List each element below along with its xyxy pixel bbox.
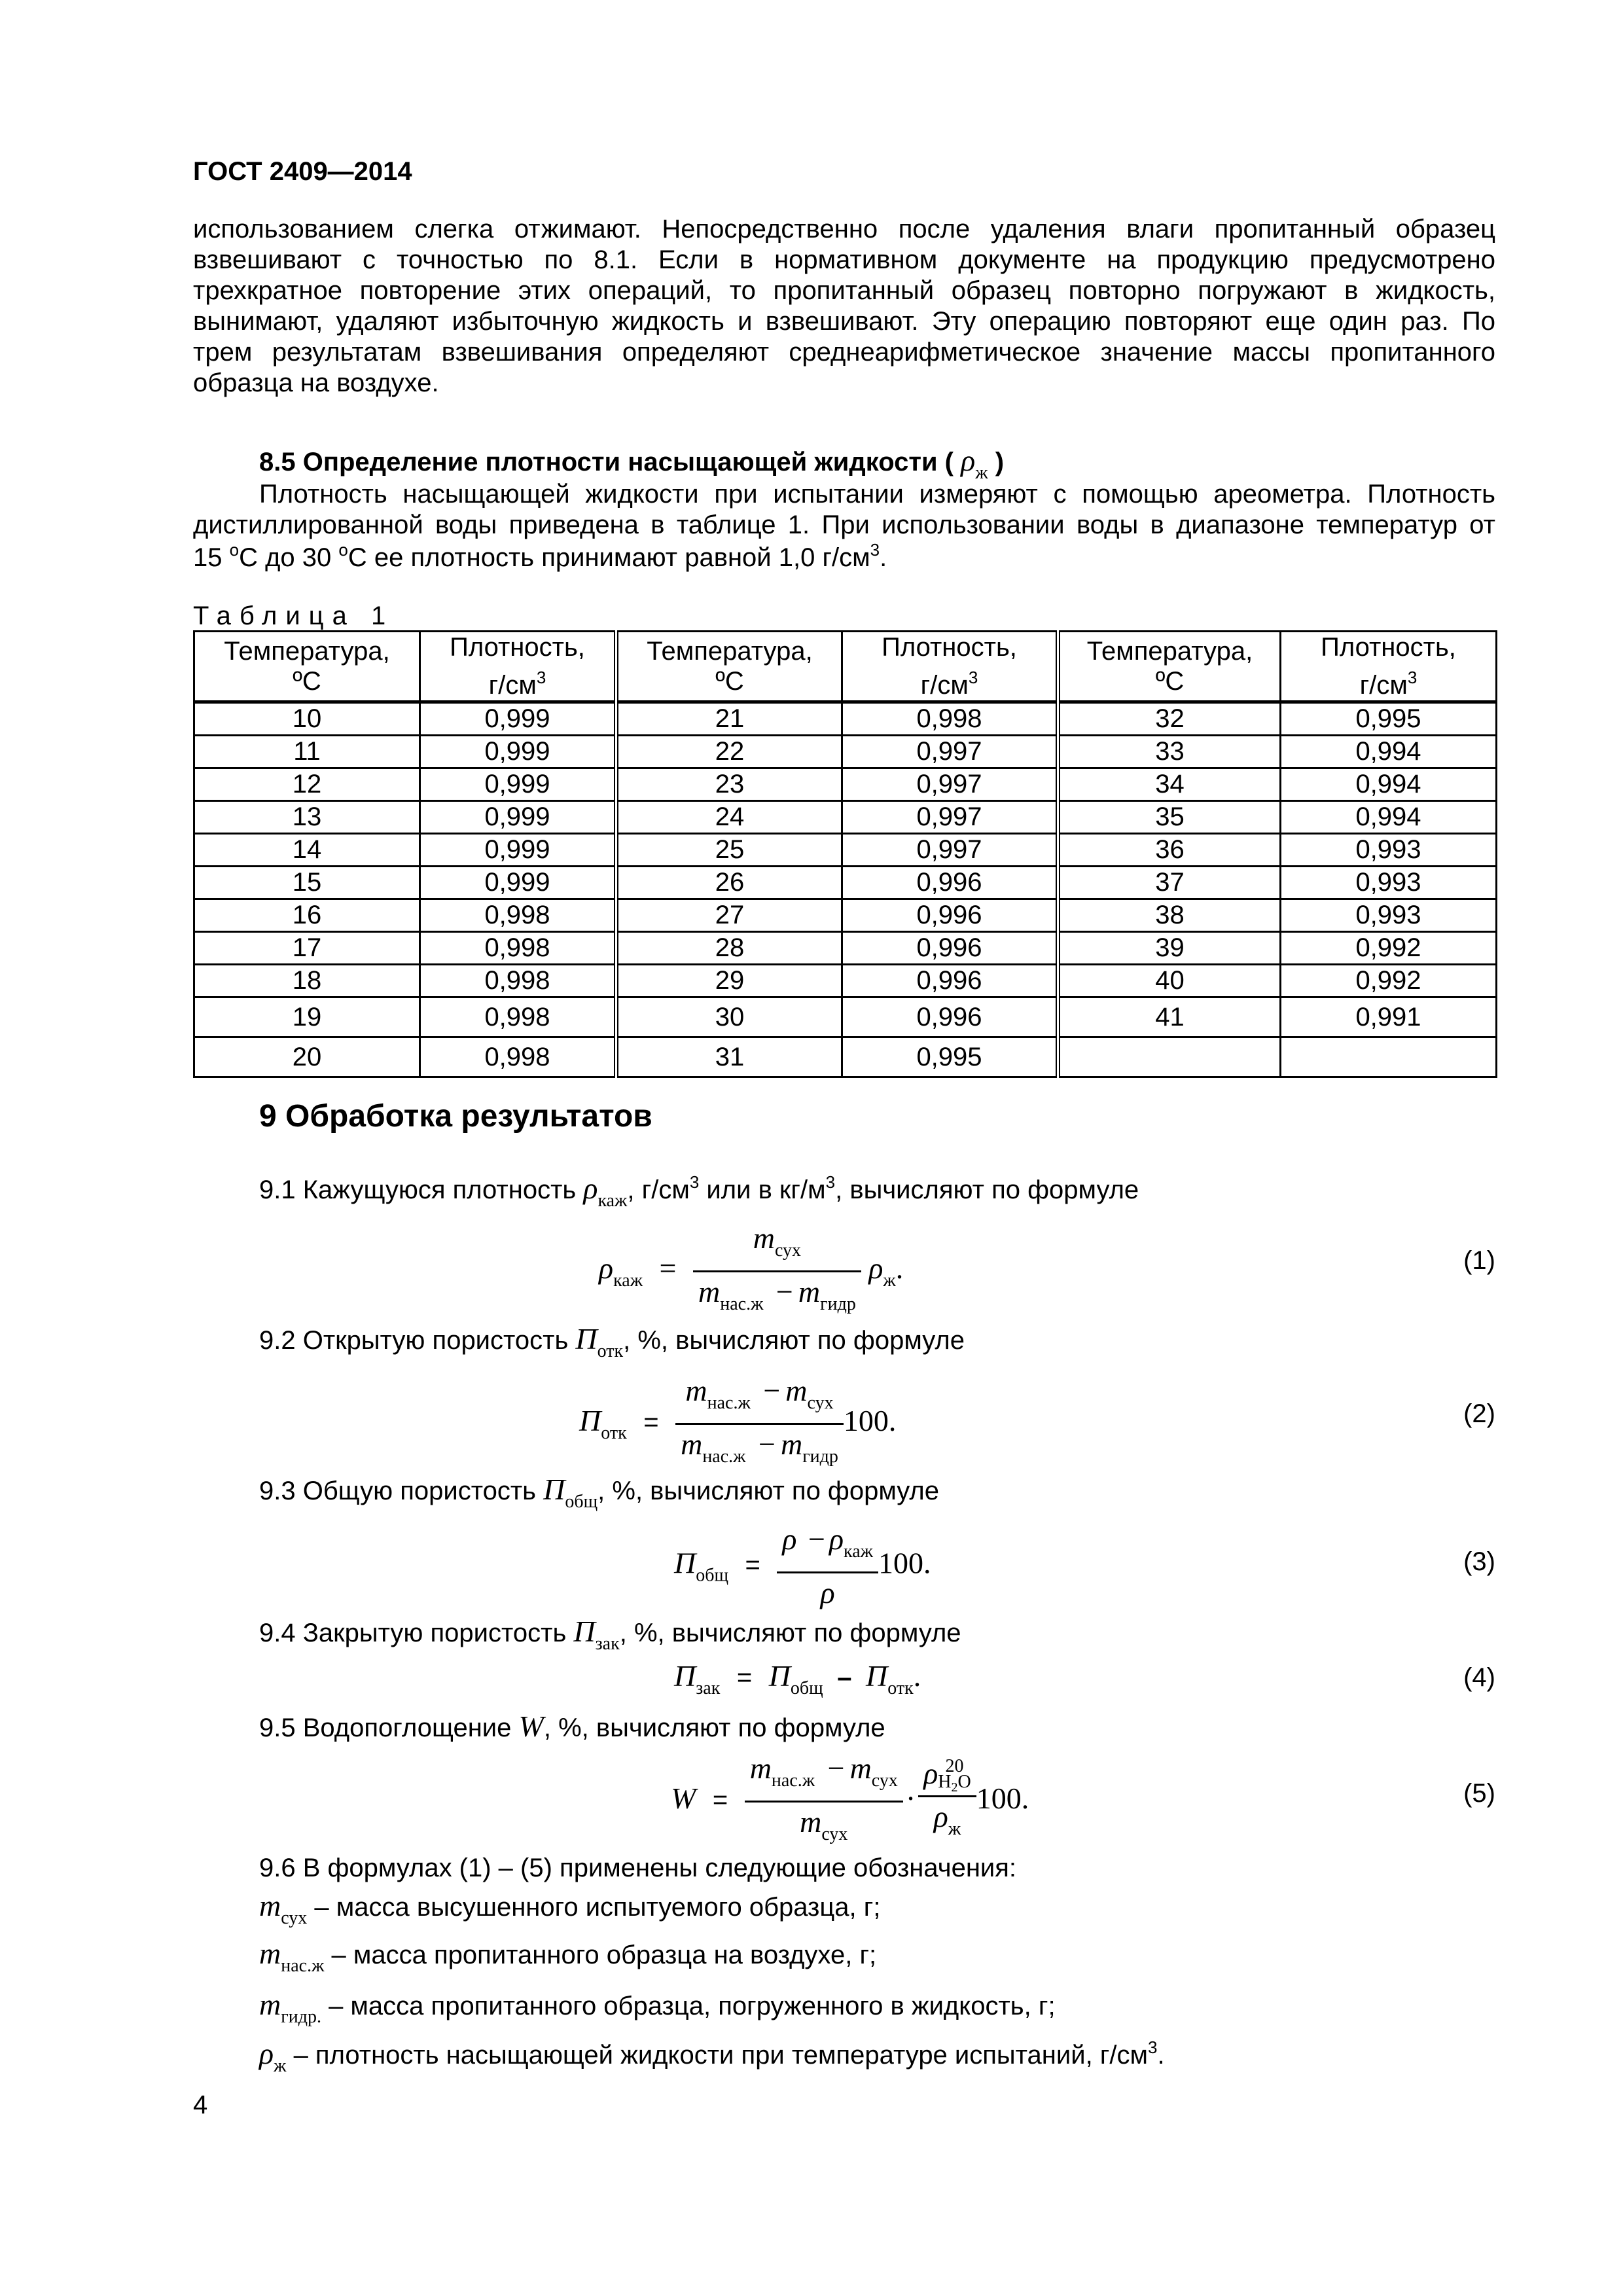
table-cell: 0,996 [842, 965, 1058, 997]
table-cell: 32 [1058, 702, 1281, 736]
table-cell: 0,994 [1281, 736, 1497, 768]
mass-symbol: m [798, 1275, 821, 1308]
formula-2 [579, 1371, 896, 1477]
table-cell: 0,993 [1281, 899, 1497, 932]
mass-symbol: m [259, 1889, 281, 1922]
table-cell: 0,998 [420, 1037, 616, 1077]
subscript: сух [871, 1770, 898, 1791]
table-cell: 0,992 [1281, 932, 1497, 965]
table-cell: 0,996 [842, 867, 1058, 899]
table-cell: 23 [616, 768, 842, 801]
formula-number: (5) [1463, 1779, 1495, 1808]
rho-symbol: ρ [259, 2037, 274, 2070]
section-8-5-title-text: 8.5 Определение плотности насыщающей жидкости ( [259, 448, 954, 476]
superscript: 3 [968, 668, 978, 687]
porosity-symbol: П [575, 1322, 597, 1355]
text: . [1157, 2041, 1165, 2070]
table-cell: 14 [194, 834, 420, 867]
table-cell: 29 [616, 965, 842, 997]
fraction [777, 1520, 878, 1613]
text: г/см [1359, 671, 1408, 700]
table-cell: 0,999 [420, 768, 616, 801]
table-row [194, 702, 1497, 736]
intro-line: трем результатам взвешивания определяют среднеарифметическое значение массы пропитанного [193, 338, 1495, 367]
rho-symbol: ρ [599, 1251, 614, 1285]
subscript: общ [565, 1492, 598, 1512]
porosity-symbol: П [768, 1659, 791, 1693]
table-cell: 25 [616, 834, 842, 867]
table-cell [1281, 1037, 1497, 1077]
period: . [913, 1659, 921, 1693]
fraction [745, 1749, 903, 1854]
header-temperature [616, 632, 842, 702]
superscript: 3 [1407, 668, 1418, 687]
minus-sign: – [837, 1663, 852, 1692]
s85-line: дистиллированной воды приведена в таблице 1. При использовании воды в диапазоне температур от [193, 511, 1495, 539]
mass-symbol: m [698, 1275, 721, 1308]
header-density [842, 632, 1058, 702]
table-cell: 10 [194, 702, 420, 736]
text: – масса пропитанного образца, погруженного в жидкость, г; [321, 1992, 1056, 2020]
table-row [194, 1037, 1497, 1077]
section-8-5-paragraph [193, 478, 1495, 571]
p92-text [259, 1321, 965, 1363]
porosity-symbol: П [674, 1546, 696, 1580]
text: С до 30 [239, 543, 339, 572]
table-cell: 19 [194, 997, 420, 1037]
table-cell: 0,992 [1281, 965, 1497, 997]
subscript: нас.ж [771, 1770, 815, 1791]
table-cell: 27 [616, 899, 842, 932]
table-row [194, 768, 1497, 801]
header-temperature [1058, 632, 1281, 702]
text: г/см [488, 671, 537, 700]
text: Плотность, [882, 633, 1017, 662]
text: или в кг/м [699, 1175, 826, 1204]
subscript: гидр. [281, 2007, 321, 2027]
subscript: зак [696, 1678, 721, 1698]
text: , г/см [627, 1175, 690, 1204]
document-header: ГОСТ 2409—2014 [193, 157, 412, 186]
table-cell: 21 [616, 702, 842, 736]
s85-line: Плотность насыщающей жидкости при испытании измеряют с помощью ареометра. Плотность [259, 480, 1495, 509]
porosity-symbol: П [579, 1404, 601, 1438]
table-row [194, 867, 1497, 899]
definition-m-suh [259, 1888, 880, 1929]
table-cell: 0,995 [1281, 702, 1497, 736]
text: , %, вычисляют по формуле [619, 1619, 961, 1647]
porosity-symbol: П [865, 1659, 888, 1693]
denominator [745, 1803, 903, 1854]
table-cell: 36 [1058, 834, 1281, 867]
table-cell: 0,997 [842, 834, 1058, 867]
formula-4 [674, 1658, 921, 1700]
intro-line: образца на воздухе. [193, 368, 439, 397]
table-cell: 11 [194, 736, 420, 768]
rho-symbol: ρ [829, 1522, 844, 1556]
mass-symbol: m [681, 1427, 703, 1461]
mass-symbol: m [749, 1751, 772, 1785]
formula-3 [674, 1520, 931, 1613]
subscript: каж [613, 1270, 643, 1291]
subscript: нас.ж [702, 1446, 746, 1467]
rho-symbol: ρ [933, 1800, 948, 1833]
table-cell: 28 [616, 932, 842, 965]
subscript: сух [807, 1393, 834, 1413]
rho-symbol: ρ [868, 1251, 883, 1285]
fraction [918, 1754, 976, 1849]
definition-m-nas [259, 1935, 876, 1977]
text: ºС [715, 667, 744, 696]
text: 9.2 Открытую пористость [259, 1326, 576, 1355]
table-cell: 0,998 [420, 932, 616, 965]
table-cell: 18 [194, 965, 420, 997]
table-cell: 38 [1058, 899, 1281, 932]
subscript: общ [790, 1678, 823, 1698]
subscript: ж [948, 1819, 961, 1839]
text: , вычисляют по формуле [835, 1175, 1139, 1204]
rho-symbol: ρ [782, 1522, 797, 1556]
text: г/см [920, 671, 969, 700]
table-cell: 0,993 [1281, 867, 1497, 899]
table-cell: 39 [1058, 932, 1281, 965]
table-cell: 37 [1058, 867, 1281, 899]
text: Температура, [224, 637, 390, 666]
rho-symbol: ρ [961, 444, 976, 477]
table-cell: 35 [1058, 801, 1281, 834]
subscript: сух [821, 1824, 848, 1844]
table-cell: 0,999 [420, 867, 616, 899]
p91-text [259, 1170, 1139, 1212]
subscript: нас.ж [720, 1294, 764, 1314]
table-row [194, 965, 1497, 997]
p95-text [259, 1708, 885, 1744]
superscript: 3 [825, 1172, 836, 1192]
fraction [693, 1219, 861, 1324]
text: Плотность, [1321, 633, 1456, 662]
subscript: отк [601, 1423, 627, 1444]
equals-sign: = [659, 1251, 677, 1285]
table-cell: 16 [194, 899, 420, 932]
numerator [675, 1371, 844, 1425]
dot: · [905, 1782, 916, 1816]
table-cell: 0,998 [420, 965, 616, 997]
subscript: ж [975, 463, 988, 483]
table-row [194, 899, 1497, 932]
denominator [675, 1425, 844, 1477]
superscript: 3 [1148, 2037, 1158, 2057]
text: Температура, [647, 637, 813, 666]
text: Температура, [1086, 637, 1253, 666]
subscript: общ [696, 1565, 729, 1586]
p96-text: 9.6 В формулах (1) – (5) применены следующие обозначения: [259, 1854, 1017, 1882]
table-cell: 0,997 [842, 801, 1058, 834]
mass-symbol: m [259, 1988, 281, 2021]
text: ºС [293, 667, 321, 696]
fraction [675, 1371, 844, 1477]
table-cell: 0,997 [842, 736, 1058, 768]
table-cell: 0,996 [842, 997, 1058, 1037]
minus-sign: − [763, 1374, 781, 1407]
table-cell: 20 [194, 1037, 420, 1077]
formula-number: (1) [1463, 1246, 1495, 1275]
text: Плотность, [450, 633, 585, 662]
intro-line: использованием слегка отжимают. Непосредственно после удаления влаги пропитанный образец [193, 215, 1495, 243]
numerator [777, 1520, 878, 1573]
p94-text [259, 1613, 961, 1655]
table-cell: 0,999 [420, 801, 616, 834]
table-cell: 0,995 [842, 1037, 1058, 1077]
minus-sign: − [808, 1522, 825, 1556]
table-cell: 33 [1058, 736, 1281, 768]
text: , %, вычисляют по формуле [623, 1326, 965, 1355]
table-cell: 0,998 [420, 899, 616, 932]
superscript: o [338, 540, 348, 560]
equals-sign: = [643, 1408, 659, 1437]
mass-symbol: m [685, 1374, 707, 1407]
subscript: 2 [951, 1780, 958, 1795]
table-cell: 0,999 [420, 834, 616, 867]
table-cell [1058, 1037, 1281, 1077]
superscript: 3 [870, 540, 880, 560]
equals-sign: = [745, 1550, 760, 1579]
hundred: 100 [976, 1782, 1022, 1816]
w-symbol: W [671, 1782, 696, 1816]
text: – масса пропитанного образца на воздухе, г; [324, 1941, 877, 1969]
page-number: 4 [193, 2090, 208, 2119]
formula-number: (4) [1463, 1663, 1495, 1692]
subscript: H [938, 1772, 952, 1792]
s85-line [193, 540, 1495, 571]
header-temperature [194, 632, 420, 702]
mass-symbol: m [753, 1221, 775, 1255]
header-density [1281, 632, 1497, 702]
subscript: ж [274, 2056, 287, 2076]
table-cell: 13 [194, 801, 420, 834]
subscript: нас.ж [707, 1393, 751, 1413]
table-row [194, 801, 1497, 834]
table-row [194, 834, 1497, 867]
period: . [1021, 1782, 1029, 1816]
intro-line: трехкратное повторение этих операций, то пропитанный образец повторно погружают в жидкость, [193, 276, 1495, 305]
table-cell: 24 [616, 801, 842, 834]
superscript: o [229, 540, 240, 560]
intro-line: взвешивают с точностью по 8.1. Если в нормативном документе на продукцию предусмотрено [193, 245, 1495, 274]
density-table [193, 630, 1497, 1078]
subscript: O [957, 1772, 971, 1792]
table-cell: 34 [1058, 768, 1281, 801]
period: . [923, 1546, 931, 1580]
table-cell: 12 [194, 768, 420, 801]
table-cell: 0,998 [420, 997, 616, 1037]
table-cell: 0,993 [1281, 834, 1497, 867]
subscript: гидр [802, 1446, 838, 1467]
subscript: отк [887, 1678, 914, 1698]
definition-rho-zh [259, 2036, 1165, 2077]
table-header-row [194, 632, 1497, 702]
text: 9.4 Закрытую пористость [259, 1619, 574, 1647]
superscript: 3 [536, 668, 546, 687]
table-cell: 0,991 [1281, 997, 1497, 1037]
text: , %, вычисляют по формуле [543, 1713, 885, 1742]
text: 15 [193, 543, 230, 572]
table-cell: 0,998 [842, 702, 1058, 736]
table-cell: 15 [194, 867, 420, 899]
rho-symbol: ρ [820, 1576, 835, 1609]
table-cell: 17 [194, 932, 420, 965]
text: С ее плотность принимают равной 1,0 г/см [348, 543, 870, 572]
p93-text [259, 1471, 939, 1513]
numerator [918, 1754, 976, 1797]
minus-sign: − [758, 1427, 776, 1461]
subscript: каж [844, 1541, 873, 1562]
table-cell: 0,996 [842, 932, 1058, 965]
intro-paragraph [193, 213, 1495, 398]
table-cell: 31 [616, 1037, 842, 1077]
subscript: сух [775, 1240, 802, 1261]
porosity-symbol: П [543, 1473, 565, 1506]
table-cell: 41 [1058, 997, 1281, 1037]
hundred: 100 [843, 1404, 889, 1438]
formula-number: (3) [1463, 1547, 1495, 1576]
text: ºС [1155, 667, 1185, 696]
table-cell: 30 [616, 997, 842, 1037]
denominator [693, 1272, 861, 1324]
table-cell: 0,999 [420, 736, 616, 768]
text: 9.1 Кажущуюся плотность [259, 1175, 584, 1204]
text: , %, вычисляют по формуле [597, 1477, 939, 1505]
table-caption: Таблица 1 [193, 601, 395, 630]
text: – масса высушенного испытуемого образца, г; [307, 1893, 881, 1922]
rho-symbol: ρ [583, 1172, 598, 1205]
period: . [895, 1251, 904, 1285]
minus-sign: − [776, 1275, 793, 1308]
table-cell: 0,994 [1281, 801, 1497, 834]
subscript: нас.ж [281, 1956, 325, 1976]
table-cell: 0,994 [1281, 768, 1497, 801]
subscript: зак [595, 1634, 620, 1654]
section-8-5-title-end: ) [995, 448, 1005, 476]
text: 9.3 Общую пористость [259, 1477, 544, 1505]
numerator [745, 1749, 903, 1803]
period: . [888, 1404, 897, 1438]
table-cell: 0,996 [842, 899, 1058, 932]
equals-sign: = [736, 1663, 753, 1692]
formula-5 [671, 1749, 1029, 1854]
section-9-title: 9 Обработка результатов [259, 1099, 652, 1134]
intro-line: вынимают, удаляют избыточную жидкость и взвешивают. Эту операцию повторяют еще один раз. По [193, 307, 1495, 336]
equals-sign: = [712, 1785, 728, 1815]
denominator [918, 1797, 976, 1849]
table-cell: 0,997 [842, 768, 1058, 801]
porosity-symbol: П [674, 1659, 696, 1693]
mass-symbol: m [849, 1751, 872, 1785]
table-cell: 22 [616, 736, 842, 768]
table-cell: 40 [1058, 965, 1281, 997]
formula-number: (2) [1463, 1399, 1495, 1428]
table-row [194, 736, 1497, 768]
minus-sign: − [827, 1751, 845, 1785]
text: . [880, 543, 887, 572]
numerator [693, 1219, 861, 1272]
rho-symbol: ρ [923, 1757, 938, 1790]
subscript: отк [597, 1341, 624, 1361]
hundred: 100 [878, 1546, 923, 1580]
mass-symbol: m [780, 1427, 803, 1461]
subscript: каж [597, 1191, 628, 1211]
subscript: ж [883, 1270, 896, 1291]
table-cell: 0,999 [420, 702, 616, 736]
table-row [194, 932, 1497, 965]
table-cell: 26 [616, 867, 842, 899]
subscript: сух [281, 1908, 308, 1928]
subscript: гидр [820, 1294, 856, 1314]
mass-symbol: m [785, 1374, 808, 1407]
table-row [194, 997, 1497, 1037]
w-symbol: W [518, 1710, 544, 1743]
text: 9.5 Водопоглощение [259, 1713, 519, 1742]
header-density [420, 632, 616, 702]
porosity-symbol: П [573, 1615, 596, 1648]
superscript: 20 [945, 1756, 964, 1776]
mass-symbol: m [800, 1805, 822, 1839]
formula-1 [599, 1219, 903, 1324]
definition-m-gidr [259, 1986, 1056, 2028]
text: – плотность насыщающей жидкости при температуре испытаний, г/см [286, 2041, 1148, 2070]
denominator [777, 1573, 878, 1613]
superscript: 3 [689, 1172, 700, 1192]
mass-symbol: m [259, 1937, 281, 1970]
